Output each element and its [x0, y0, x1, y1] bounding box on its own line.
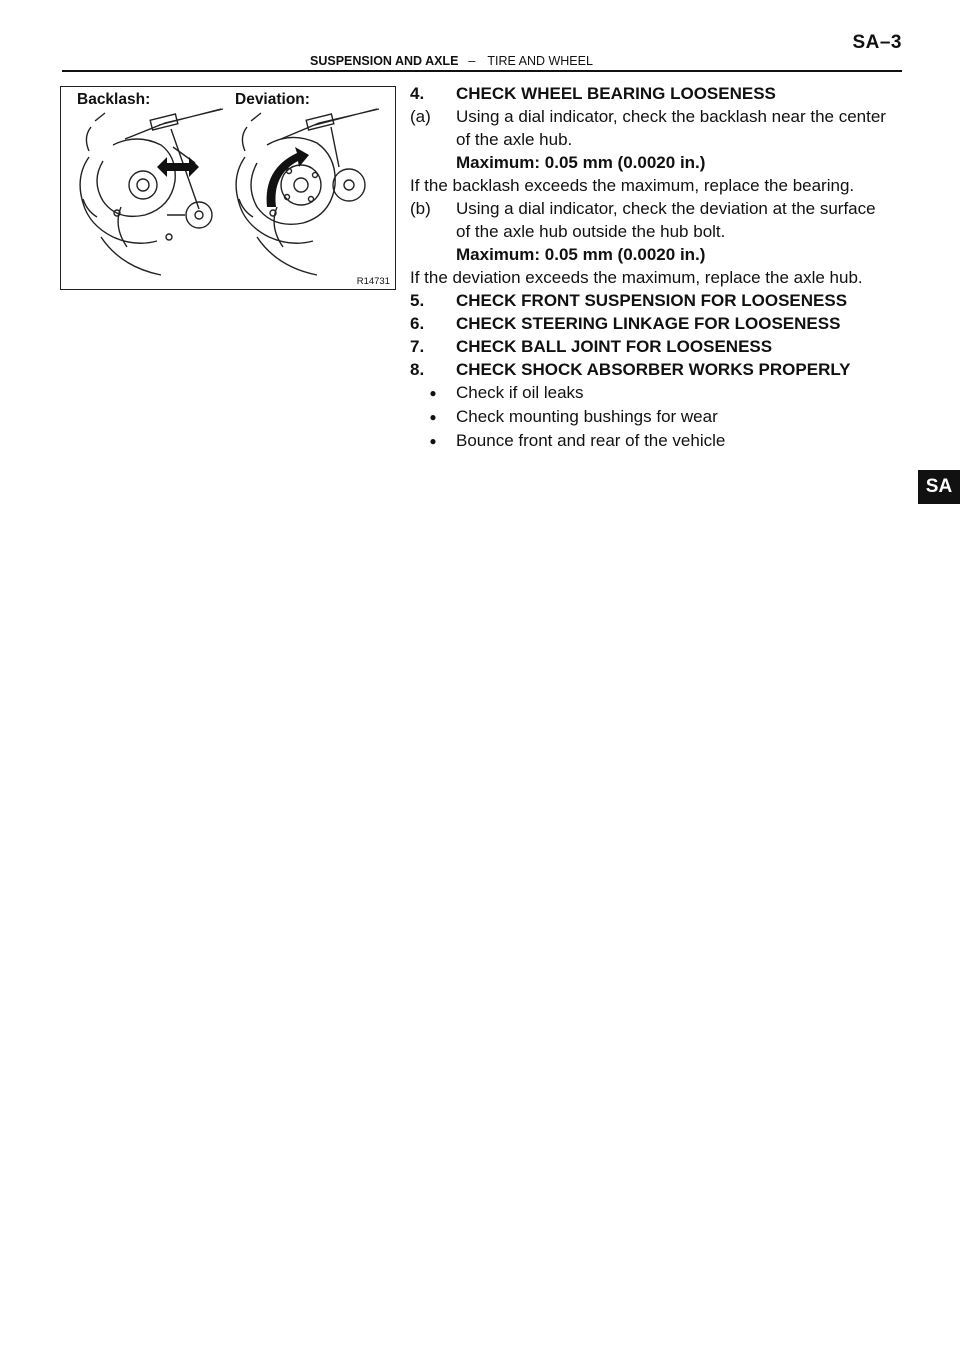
dial-indicator-illustration: [61, 87, 396, 290]
bullet-icon: ●: [429, 410, 437, 424]
substep-text: Using a dial indicator, check the backlash near the center: [456, 107, 886, 126]
step-title: CHECK STEERING LINKAGE FOR LOOSENESS: [456, 314, 841, 333]
note-text: If the deviation exceeds the maximum, replace the axle hub.: [410, 268, 863, 287]
section-tab: SA: [918, 470, 960, 504]
step-4: [410, 82, 910, 105]
step-8: [410, 358, 910, 381]
list-item-text: Check mounting bushings for wear: [456, 407, 718, 426]
step-title: CHECK FRONT SUSPENSION FOR LOOSENESS: [456, 291, 848, 310]
step-7: [410, 335, 910, 358]
step-number: 8.: [410, 360, 425, 379]
list-item: [410, 429, 910, 453]
bullet-icon: ●: [429, 434, 437, 448]
step-number: 7.: [410, 337, 425, 356]
running-head: [310, 54, 593, 68]
figure-wheel-bearing-check: [60, 86, 396, 290]
procedure-text: [410, 82, 910, 453]
substep-marker: (b): [410, 199, 431, 218]
list-item-text: Bounce front and rear of the vehicle: [456, 431, 726, 450]
substep-text: Using a dial indicator, check the deviation at the surface: [456, 199, 876, 218]
step-number: 4.: [410, 84, 425, 103]
section-title: SUSPENSION AND AXLE: [310, 54, 459, 68]
figure-code: R14731: [356, 276, 390, 287]
list-item: [410, 405, 910, 429]
step-title: CHECK WHEEL BEARING LOOSENESS: [456, 84, 776, 103]
step-4a: [410, 105, 910, 128]
spec-maximum: Maximum: 0.05 mm (0.0020 in.): [456, 245, 706, 264]
figure-label-deviation: Deviation:: [235, 91, 310, 108]
bullet-icon: ●: [429, 386, 437, 400]
step-title: CHECK BALL JOINT FOR LOOSENESS: [456, 337, 773, 356]
step-4b: [410, 197, 910, 220]
step-number: 6.: [410, 314, 425, 333]
substep-marker: (a): [410, 107, 431, 126]
list-item-text: Check if oil leaks: [456, 383, 584, 402]
step-title: CHECK SHOCK ABSORBER WORKS PROPERLY: [456, 360, 851, 379]
step-number: 5.: [410, 291, 425, 310]
substep-text-continued: of the axle hub.: [456, 130, 573, 149]
spec-maximum: Maximum: 0.05 mm (0.0020 in.): [456, 153, 706, 172]
header-rule: [62, 70, 902, 72]
header-separator: –: [468, 54, 476, 68]
subsection-title: TIRE AND WHEEL: [487, 54, 593, 68]
figure-label-backlash: Backlash:: [77, 91, 151, 108]
note-text: If the backlash exceeds the maximum, replace the bearing.: [410, 176, 855, 195]
step-5: [410, 289, 910, 312]
page-code: SA–3: [852, 32, 902, 53]
substep-text-continued: of the axle hub outside the hub bolt.: [456, 222, 726, 241]
list-item: [410, 381, 910, 405]
step-6: [410, 312, 910, 335]
